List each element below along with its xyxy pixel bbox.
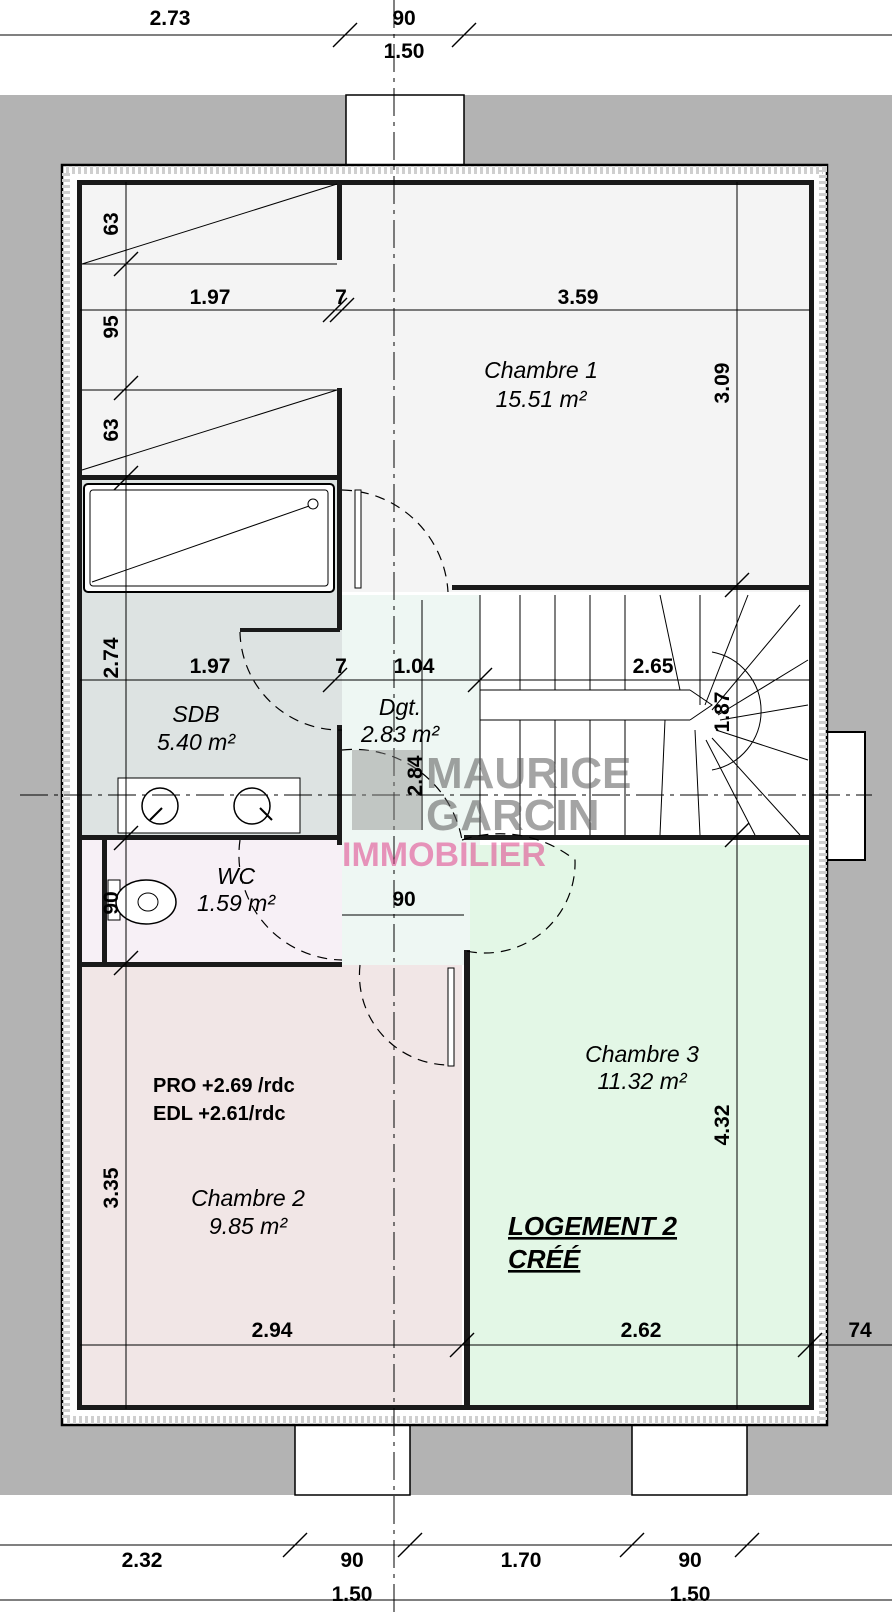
room-sdb-name: SDB <box>172 701 220 727</box>
dim-mid-274: 2.74 <box>100 637 123 679</box>
room-chambre1-area: 15.51 m² <box>495 386 587 412</box>
svg-text:IMMOBILIER: IMMOBILIER <box>342 836 546 874</box>
dim-top-273: 2.73 <box>149 7 191 30</box>
room-chambre2-area: 9.85 m² <box>209 1213 287 1239</box>
dim-bot-150b: 1.50 <box>669 1583 711 1606</box>
dim-mid-187: 1.87 <box>711 691 734 733</box>
room-chambre2-name: Chambre 2 <box>191 1185 305 1211</box>
dim-wc-90h: 90 <box>392 888 416 911</box>
dim-c1-7: 7 <box>335 286 347 309</box>
room-chambre1-name: Chambre 1 <box>484 357 598 383</box>
dim-mid-197: 1.97 <box>189 655 231 678</box>
dim-c1-309: 3.09 <box>711 362 734 404</box>
dim-wc-90v: 90 <box>100 891 123 915</box>
room-chambre3-area: 11.32 m² <box>597 1068 687 1094</box>
dim-bot-90b: 90 <box>678 1549 702 1572</box>
dim-bot-232: 2.32 <box>121 1549 163 1572</box>
room-wc-area: 1.59 m² <box>197 890 275 916</box>
dim-bot-170: 1.70 <box>500 1549 542 1572</box>
room-chambre3-name: Chambre 3 <box>585 1041 699 1067</box>
dim-bot-150a: 1.50 <box>331 1583 373 1606</box>
dim-c3-432: 4.32 <box>711 1104 734 1146</box>
note-edl: EDL +2.61/rdc <box>153 1103 286 1125</box>
room-wc-name: WC <box>216 863 256 889</box>
dim-c1-63b: 63 <box>100 418 123 442</box>
dim-c1-197: 1.97 <box>189 286 231 309</box>
dim-low-74: 74 <box>848 1319 872 1342</box>
bathtub <box>84 484 334 592</box>
dim-low-294: 2.94 <box>251 1319 293 1342</box>
dim-bot-90a: 90 <box>340 1549 364 1572</box>
dim-low-262: 2.62 <box>620 1319 662 1342</box>
dim-top-150: 1.50 <box>383 40 425 63</box>
dim-mid-265: 2.65 <box>632 655 674 678</box>
logement-line2: CRÉÉ <box>508 1244 581 1274</box>
room-sdb-area: 5.40 m² <box>157 729 235 755</box>
room-dgt-name: Dgt. <box>378 694 422 720</box>
dim-c1-95: 95 <box>100 315 123 339</box>
dim-mid-284: 2.84 <box>404 755 427 797</box>
room-dgt-area: 2.83 m² <box>361 721 439 747</box>
dim-c1-359: 3.59 <box>557 286 599 309</box>
double-washbasin <box>118 778 300 833</box>
dim-c1-63a: 63 <box>100 212 123 236</box>
side-opening-right <box>825 732 865 860</box>
svg-text:GARCIN: GARCIN <box>426 791 600 840</box>
dim-c2-335: 3.35 <box>100 1167 123 1209</box>
dim-top-90: 90 <box>392 7 416 30</box>
dim-mid-104: 1.04 <box>393 655 435 678</box>
svg-text:MAURICE: MAURICE <box>426 749 632 798</box>
dim-mid-7: 7 <box>335 655 347 678</box>
logement-line1: LOGEMENT 2 <box>508 1211 678 1241</box>
note-pro: PRO +2.69 /rdc <box>153 1075 295 1097</box>
